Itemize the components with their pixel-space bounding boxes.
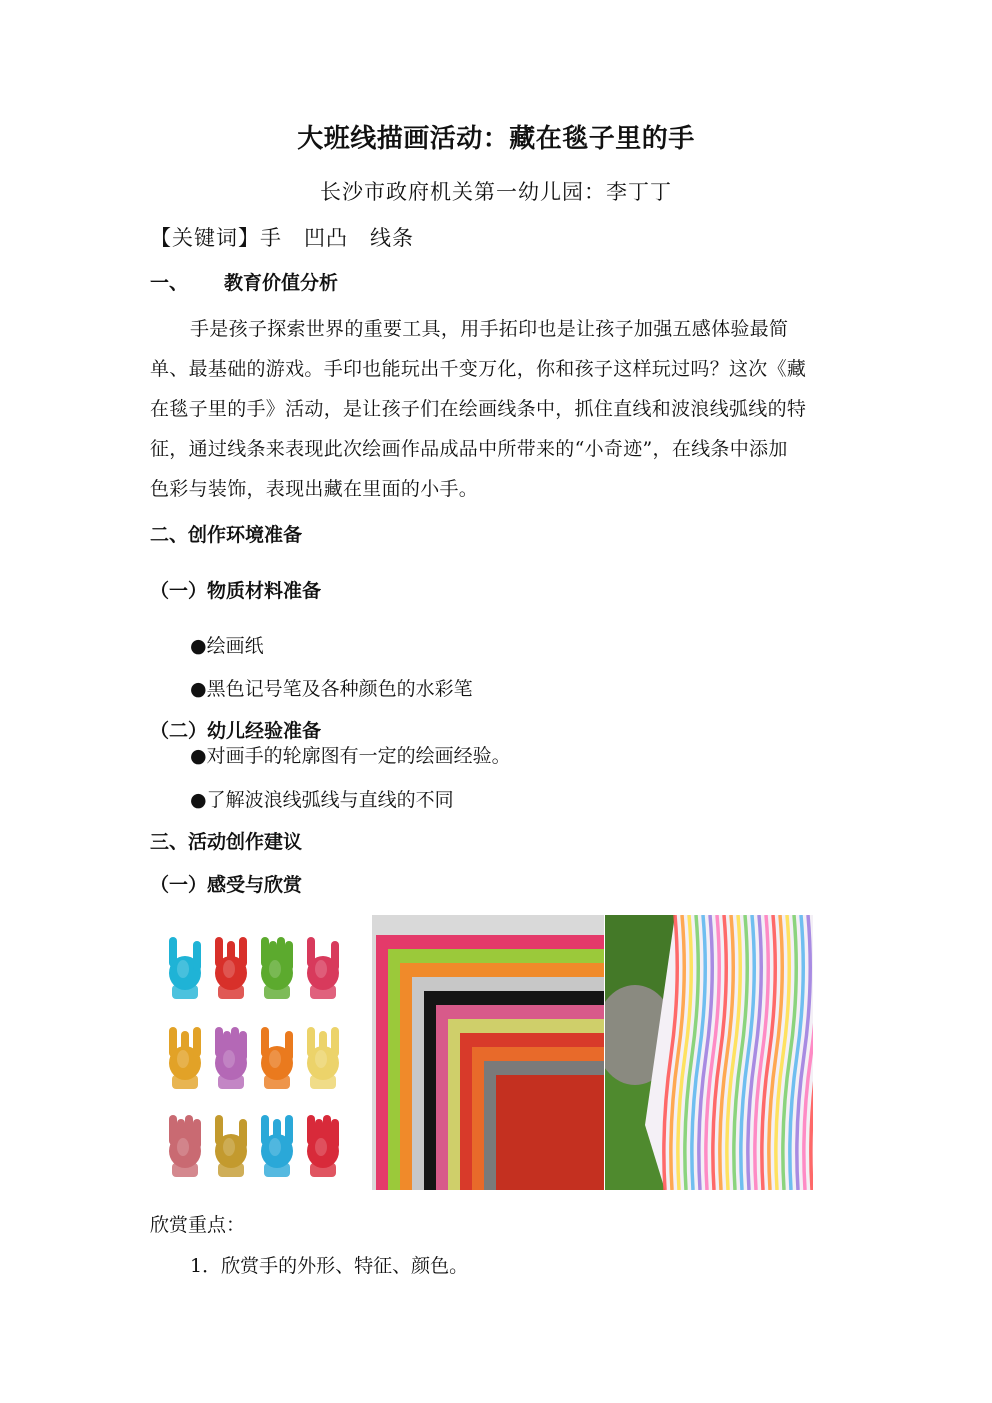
section-2-sub-2: （二）幼儿经验准备 [150,720,322,742]
hand-icon [307,937,339,999]
hand-icon [215,937,247,999]
section-3-sub-1: （一）感受与欣赏 [150,874,303,896]
hand-icon [307,1115,339,1177]
section-2-heading: 二、创作环境准备 [150,524,303,546]
paragraph-line: 色彩与装饰，表现出藏在里面的小手。 [150,478,479,500]
hand-gestures-image [152,915,370,1190]
blanket-stripe [496,1075,604,1190]
hand-icon [307,1027,339,1089]
rainbow-blanket-image [605,915,813,1190]
section-1-number: 一、 [150,272,189,294]
appreciation-focus-label: 欣赏重点： [150,1214,246,1236]
experience-item: ●了解波浪线弧线与直线的不同 [190,789,454,811]
hand-icon [169,1027,201,1089]
rainbow-blanket [645,915,813,1190]
section-1-heading: 教育价值分析 [224,272,339,294]
section-1-paragraph [150,309,836,509]
hand-icon [169,937,201,999]
paragraph-line: 单、最基础的游戏。手印也能玩出千变万化，你和孩子这样玩过吗？这次《藏 [150,358,807,380]
keywords-line: 【关键词】手 凹凸 线条 [150,226,414,250]
experience-item: ●对画手的轮廓图有一定的绘画经验。 [190,745,511,767]
paragraph-line: 征，通过线条来表现此次绘画作品成品中所带来的“小奇迹”，在线条中添加 [150,438,788,460]
section-3-heading: 三、活动创作建议 [150,831,303,853]
hand-icon [215,1115,247,1177]
appreciation-point-1: 1．欣赏手的外形、特征、颜色。 [190,1255,469,1277]
hand-icon [261,1115,293,1177]
section-2-sub-1: （一）物质材料准备 [150,580,322,602]
paragraph-line: 手是孩子探索世界的重要工具，用手拓印也是让孩子加强五感体验最简 [190,318,789,340]
document-title: 大班线描画活动：藏在毯子里的手 [297,124,695,154]
hand-icon [169,1115,201,1177]
hand-icon [215,1027,247,1089]
striped-blanket-image [372,915,604,1190]
material-item: ●绘画纸 [190,635,264,657]
material-item: ●黑色记号笔及各种颜色的水彩笔 [190,678,473,700]
author-line: 长沙市政府机关第一幼儿园：李丁丁 [320,180,672,204]
hand-icon [261,1027,293,1089]
hand-icon [261,937,293,999]
paragraph-line: 在毯子里的手》活动，是让孩子们在绘画线条中，抓住直线和波浪线弧线的特 [150,398,807,420]
